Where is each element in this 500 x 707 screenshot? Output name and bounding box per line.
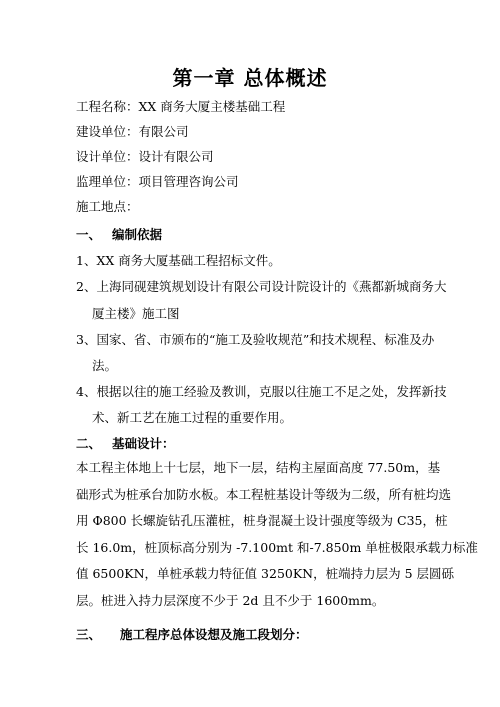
paragraph-line: 层。桩进入持力层深度不少于 2d 且不少于 1600mm。 — [76, 592, 385, 608]
list-item-continuation: 厦主楼》施工图 — [92, 306, 180, 321]
paragraph-line: 础形式为桩承台加防水板。本工程桩基设计等级为二级，所有桩均选 — [76, 486, 452, 502]
design-paragraph — [76, 455, 478, 614]
section-title: 编制依据 — [112, 227, 163, 242]
section-heading-design — [76, 434, 175, 452]
paragraph-line: 长 16.0m，桩顶标高分别为 -7.100mt 和-7.850m 单桩极限承载力标准 — [76, 539, 478, 555]
list-item: 3、国家、省、市颁布的“施工及验收规范”和技术规程、标准及办 — [76, 332, 435, 347]
list-item: 4、根据以往的施工经验及教训，克服以往施工不足之处，发挥新技 — [76, 384, 447, 399]
construction-site: 施工地点： — [76, 199, 139, 214]
section-number: 一、 — [76, 227, 102, 242]
list-item: 1、XX 商务大厦基础工程招标文件。 — [76, 253, 281, 268]
paragraph-line: 本工程主体地上十七层，地下一层，结构主屋面高度 77.50m，基 — [76, 460, 441, 475]
section-title: 施工程序总体设想及施工段划分： — [120, 627, 308, 642]
chapter-title: 第一章 总体概述 — [172, 66, 328, 90]
section-number: 二、 — [76, 436, 102, 451]
section-title: 基础设计： — [112, 436, 175, 451]
paragraph-line: 值 6500KN，单桩承载力特征值 3250KN，桩端持力层为 5 层圆砾 — [76, 566, 455, 581]
list-item: 2、上海同砚建筑规划设计有限公司设计院设计的《燕都新城商务大 — [76, 279, 447, 294]
supervision-unit: 监理单位：项目管理咨询公司 — [76, 174, 239, 189]
project-name: 工程名称：XX 商务大厦主楼基础工程 — [76, 99, 286, 114]
section-number: 三、 — [76, 627, 102, 642]
design-unit: 设计单位：设计有限公司 — [76, 149, 214, 164]
builder-unit: 建设单位：有限公司 — [76, 124, 189, 139]
list-item-continuation: 术、新工艺在施工过程的重要作用。 — [92, 410, 293, 425]
section-heading-procedure — [76, 625, 308, 643]
paragraph-line: 用 Φ800 长螺旋钻孔压灌桩，桩身混凝土设计强度等级为 C35，桩 — [76, 513, 448, 528]
list-item-continuation: 法。 — [92, 358, 118, 373]
section-heading-basis — [76, 225, 162, 243]
